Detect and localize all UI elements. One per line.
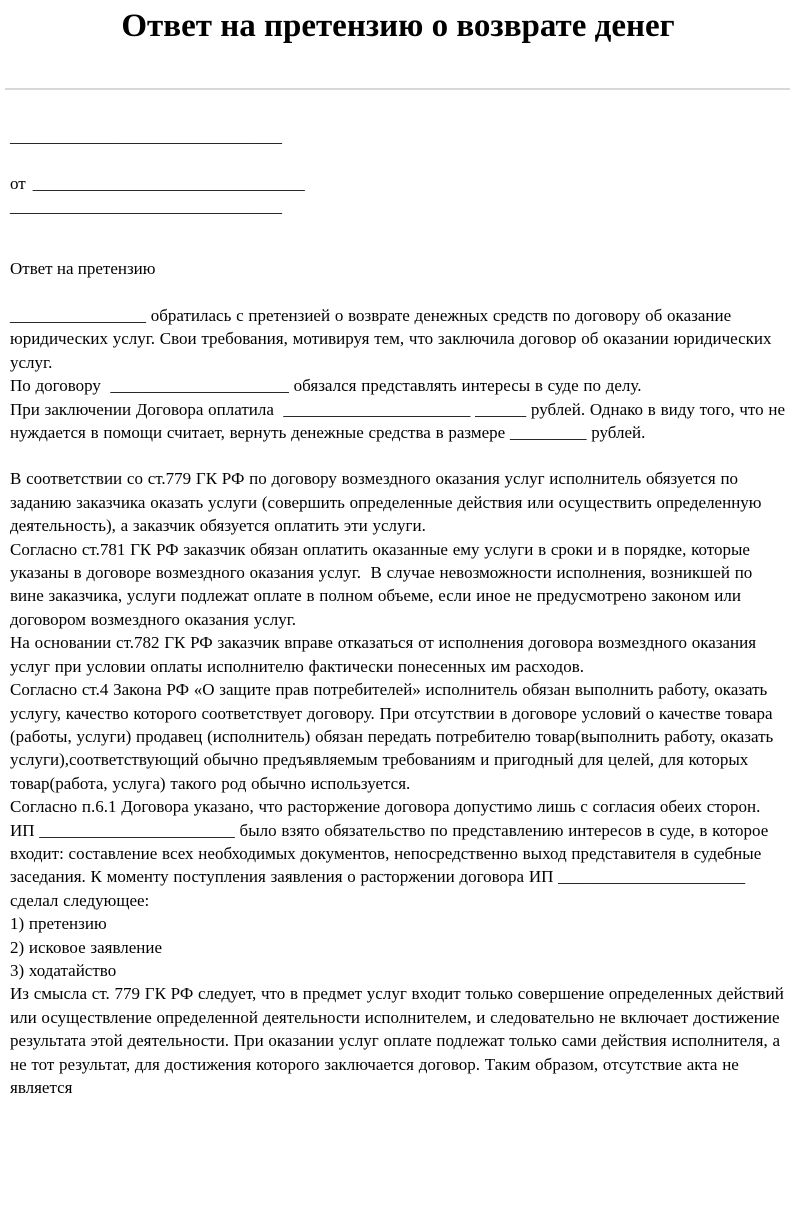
from-line bbox=[10, 172, 786, 195]
subject-line: Ответ на претензию bbox=[10, 258, 156, 278]
recipient-block bbox=[10, 125, 786, 219]
paragraph-conclusion: Из смысла ст. 779 ГК РФ следует, что в предмет услуг входит только совершение определенных действий или осуществление определенной деятельности исполнителем, и следовательно не включает достижение результата этой деятельности. При оказании услуг оплате подлежат только сами действия исполнителя, а не тот результат, для достижения которого заключается договор. Таким образом, отсутствие акта не является bbox=[10, 984, 789, 1098]
document-page bbox=[0, 4, 794, 1099]
paragraph-article-781: Согласно ст.781 ГК РФ заказчик обязан оплатить оказанные ему услуги в сроки и в порядке, которые указаны в договоре возмездного оказания услуг. В случае невозможности исполнения, возникшей по вине заказчика, услуги подлежат оплате в полном объеме, если иное не предусмотрено законом или договором возмездного оказания услуг. bbox=[10, 539, 758, 629]
paragraph-claim-intro: ________________ обратилась с претензией о возврате денежных средств по договору об оказание юридических услуг. Свои требования, мотивируя тем, что заключила договор об оказании юридических услуг. bbox=[10, 306, 777, 372]
sender-blank-line: ________________________________ bbox=[10, 197, 282, 217]
list-item-1: 1) претензию bbox=[10, 914, 107, 934]
blank-line bbox=[10, 148, 786, 171]
paragraph-article-782: На основании ст.782 ГК РФ заказчик вправе отказаться от исполнения договора возмездного оказания услуг при условии оплаты исполнителю фактически понесенных им расходов. bbox=[10, 633, 761, 676]
title-divider bbox=[5, 88, 790, 90]
paragraph-ip-obligation: ИП _______________________ было взято обязательство по представлению интересов в суде, в которое входит: составление всех необходимых документов, непосредственно выход представителя в судебные заседания. К моменту поступления заявления о расторжении договора ИП ______________________ сделал следующее: bbox=[10, 820, 774, 910]
page-title: Ответ на претензию о возврате денег bbox=[121, 8, 675, 44]
from-label: от bbox=[10, 173, 26, 193]
recipient-blank-line: ________________________________ bbox=[10, 127, 282, 146]
paragraph-article-779: В соответствии со ст.779 ГК РФ по договору возмездного оказания услуг исполнитель обязуется по заданию заказчика оказать услуги (совершить определенные действия или осуществить определенную деятельность), а заказчик обязуется оплатить эти услуги. bbox=[10, 469, 767, 536]
paragraph-consumer-law: Согласно ст.4 Закона РФ «О защите прав потребителей» исполнитель обязан выполнить работу, оказать услугу, качество которого соответствует договору. При отсутствии в договоре условий о качестве товара (работы, услуги) продавец (исполнитель) обязан передать потребителю товар(выполнить работу, оказать услуги),соответствующий обычно предъявляемым требованиям и пригодный для целей, для которых товар(работа, услуга) такого род обычно используется. bbox=[10, 680, 779, 793]
list-item-2: 2) исковое заявление bbox=[10, 937, 163, 957]
paragraph-payment: При заключении Договора оплатила ______________________ ______ рублей. Однако в виду того, что не нуждается в помощи считает, вернуть денежные средства в размере _________ рублей. bbox=[10, 399, 790, 443]
paragraph-clause-6-1: Согласно п.6.1 Договора указано, что расторжение договора допустимо лишь с согласия обеих сторон. bbox=[10, 797, 761, 817]
from-blank-line: ________________________________ bbox=[32, 173, 305, 193]
list-item-3: 3) ходатайство bbox=[10, 960, 117, 980]
paragraph-contract-obligation: По договору _____________________ обязался представлять интересы в суде по делу. bbox=[10, 376, 642, 396]
